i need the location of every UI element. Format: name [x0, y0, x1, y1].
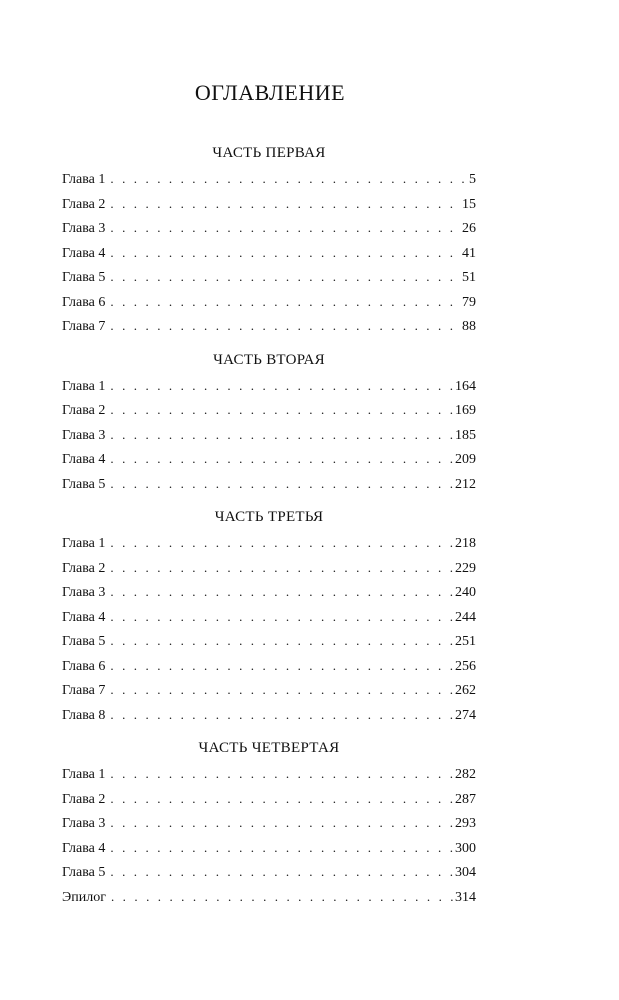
toc-entry[interactable] — [62, 629, 476, 654]
toc-entry[interactable] — [62, 836, 476, 861]
toc-entry[interactable] — [62, 556, 476, 581]
page-number: 185 — [455, 427, 476, 443]
dot-leader — [110, 192, 460, 217]
page-number: 244 — [455, 609, 476, 625]
dot-leader — [110, 216, 460, 241]
dot-leader — [110, 811, 453, 836]
chapter-label: Глава 1 — [62, 172, 106, 187]
part-title: ЧАСТЬ ВТОРАЯ — [213, 351, 325, 368]
dot-leader — [110, 374, 453, 399]
toc-entry[interactable] — [62, 265, 476, 290]
dot-leader — [110, 678, 453, 703]
toc-body — [62, 141, 476, 909]
page-number: 282 — [455, 767, 476, 782]
chapter-label: Глава 8 — [62, 707, 106, 723]
page-number: 88 — [462, 319, 476, 334]
chapter-label: Глава 2 — [62, 791, 106, 807]
page-number: 251 — [455, 634, 476, 649]
chapter-label: Глава 1 — [62, 536, 106, 551]
dot-leader — [110, 241, 460, 266]
toc-entry[interactable] — [62, 472, 476, 497]
toc-entry[interactable] — [62, 605, 476, 630]
dot-leader — [110, 398, 453, 423]
toc-entry[interactable] — [62, 885, 476, 910]
dot-leader — [110, 447, 453, 472]
toc-entry[interactable] — [62, 290, 476, 315]
dot-leader — [110, 654, 453, 679]
page-number: 256 — [455, 658, 476, 674]
toc-part — [62, 348, 476, 497]
chapter-label: Глава 3 — [62, 221, 106, 236]
page-number: 169 — [455, 403, 476, 418]
chapter-label: Глава 2 — [62, 403, 106, 418]
page-number: 164 — [455, 378, 476, 394]
part-title: ЧАСТЬ ЧЕТВЕРТАЯ — [198, 740, 340, 756]
page-number: 79 — [462, 294, 476, 310]
chapter-label: Глава 4 — [62, 452, 106, 467]
chapter-label: Глава 5 — [62, 270, 106, 285]
dot-leader — [110, 762, 453, 787]
toc-entry[interactable] — [62, 374, 476, 399]
page-number: 314 — [455, 889, 476, 905]
part-title: ЧАСТЬ ТРЕТЬЯ — [214, 509, 324, 525]
chapter-label: Глава 5 — [62, 634, 106, 649]
toc-entry[interactable] — [62, 531, 476, 556]
dot-leader — [110, 860, 453, 885]
part-title: ЧАСТЬ ПЕРВАЯ — [212, 145, 326, 161]
page-number: 5 — [469, 172, 476, 187]
page-number: 15 — [462, 196, 476, 212]
page-number: 274 — [455, 707, 476, 723]
dot-leader — [110, 629, 453, 654]
toc-entry[interactable] — [62, 398, 476, 423]
chapter-label: Глава 4 — [62, 609, 106, 625]
page-number: 51 — [462, 270, 476, 285]
dot-leader — [110, 167, 467, 192]
toc-entry[interactable] — [62, 811, 476, 836]
page-number: 300 — [455, 840, 476, 856]
toc-entry[interactable] — [62, 703, 476, 728]
page-number: 41 — [462, 245, 476, 261]
page-number: 218 — [455, 536, 476, 551]
toc-entry[interactable] — [62, 216, 476, 241]
dot-leader — [110, 290, 460, 315]
toc-entry[interactable] — [62, 447, 476, 472]
chapter-label: Глава 2 — [62, 196, 106, 212]
toc-entry[interactable] — [62, 787, 476, 812]
chapter-label: Глава 3 — [62, 816, 106, 831]
dot-leader — [110, 265, 460, 290]
toc-entry[interactable] — [62, 167, 476, 192]
chapter-label: Глава 7 — [62, 319, 106, 334]
dot-leader — [111, 885, 453, 910]
toc-entry[interactable] — [62, 762, 476, 787]
toc-entry[interactable] — [62, 580, 476, 605]
chapter-label: Эпилог — [62, 889, 106, 905]
dot-leader — [110, 703, 453, 728]
page-number: 229 — [455, 560, 476, 576]
chapter-label: Глава 3 — [62, 427, 106, 443]
dot-leader — [110, 314, 460, 339]
chapter-label: Глава 3 — [62, 585, 106, 600]
toc-entry[interactable] — [62, 192, 476, 217]
toc-entry[interactable] — [62, 423, 476, 448]
dot-leader — [110, 472, 453, 497]
page-number: 209 — [455, 452, 476, 467]
toc-entry[interactable] — [62, 860, 476, 885]
page-number: 262 — [455, 683, 476, 698]
chapter-label: Глава 1 — [62, 378, 106, 394]
chapter-label: Глава 5 — [62, 476, 106, 492]
toc-title: ОГЛАВЛЕНИЕ — [194, 80, 346, 105]
chapter-label: Глава 5 — [62, 865, 106, 880]
chapter-label: Глава 4 — [62, 840, 106, 856]
page-number: 212 — [455, 476, 476, 492]
dot-leader — [110, 787, 453, 812]
page-number: 304 — [455, 865, 476, 880]
toc-part — [62, 141, 476, 339]
dot-leader — [110, 423, 453, 448]
chapter-label: Глава 1 — [62, 767, 106, 782]
dot-leader — [110, 605, 453, 630]
chapter-label: Глава 6 — [62, 658, 106, 674]
toc-entry[interactable] — [62, 654, 476, 679]
toc-entry[interactable] — [62, 241, 476, 266]
page-number: 240 — [455, 585, 476, 600]
toc-part — [62, 736, 476, 909]
toc-entry[interactable] — [62, 314, 476, 339]
chapter-label: Глава 6 — [62, 294, 106, 310]
dot-leader — [110, 580, 453, 605]
page-number: 26 — [462, 221, 476, 236]
toc-entry[interactable] — [62, 678, 476, 703]
dot-leader — [110, 836, 453, 861]
page-number: 287 — [455, 791, 476, 807]
chapter-label: Глава 7 — [62, 683, 106, 698]
page-number: 293 — [455, 816, 476, 831]
chapter-label: Глава 2 — [62, 560, 106, 576]
toc-part — [62, 505, 476, 727]
dot-leader — [110, 556, 453, 581]
dot-leader — [110, 531, 453, 556]
chapter-label: Глава 4 — [62, 245, 106, 261]
